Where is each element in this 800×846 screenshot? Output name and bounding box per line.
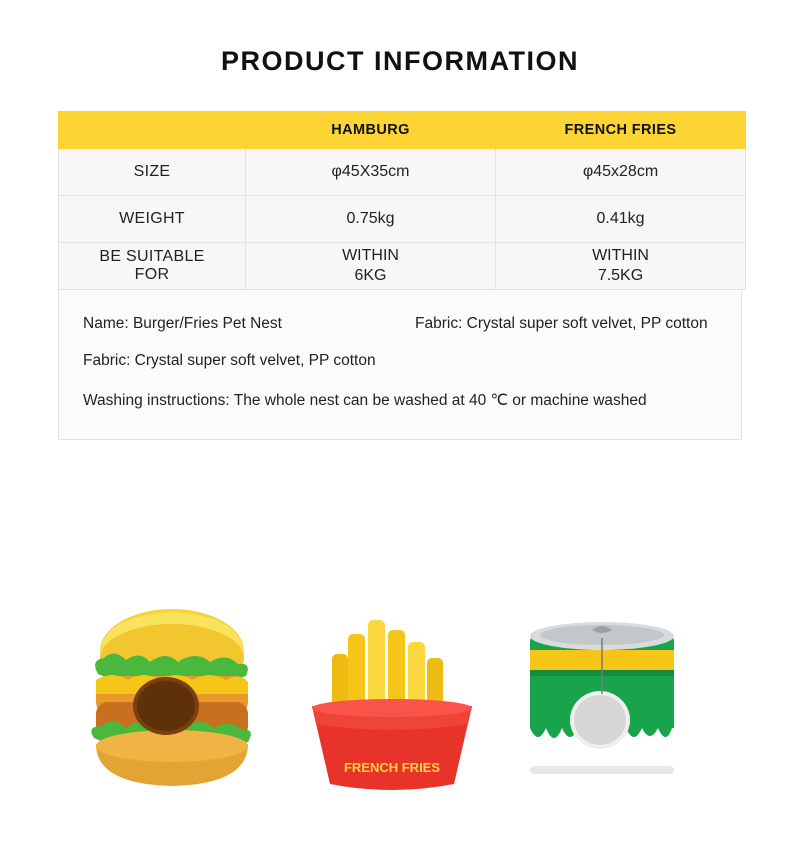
cell-size-fries: φ45x28cm <box>496 149 746 196</box>
cell-size-hamburg: φ45X35cm <box>246 149 496 196</box>
cell-suitable-fries <box>496 243 746 290</box>
table-row <box>59 243 746 290</box>
row-label-size: SIZE <box>59 149 246 196</box>
product-image-soda-can <box>492 608 712 808</box>
cell-suitable-hamburg <box>246 243 496 290</box>
details-column-right <box>415 312 717 387</box>
header-cell-blank <box>59 112 246 149</box>
table-row <box>59 149 746 196</box>
product-image-gallery <box>0 586 800 816</box>
details-box <box>58 290 742 440</box>
cell-line2: 7.5KG <box>597 267 644 284</box>
product-information-page <box>0 46 800 846</box>
product-image-french-fries <box>282 614 502 814</box>
product-image-hamburger <box>62 596 282 796</box>
page-title: PRODUCT INFORMATION <box>221 46 579 76</box>
spec-table-body <box>59 149 746 290</box>
detail-fabric-left: Fabric: Crystal super soft velvet, PP cotton <box>83 352 376 370</box>
row-label-line1: BE SUITABLE <box>99 248 205 265</box>
cell-weight-hamburg: 0.75kg <box>246 196 496 243</box>
soda-can-illustration <box>492 608 712 808</box>
hamburger-illustration <box>62 596 282 796</box>
cell-line1: WITHIN <box>592 247 649 264</box>
fries-box-label: FRENCH FRIES <box>343 760 441 775</box>
spec-table-head <box>59 112 746 149</box>
table-row <box>59 196 746 243</box>
row-label-weight: WEIGHT <box>59 196 246 243</box>
row-label-line2: FOR <box>134 266 170 283</box>
cell-line2: 6KG <box>354 267 387 284</box>
header-cell-french-fries: FRENCH FRIES <box>496 112 746 149</box>
cell-line1: WITHIN <box>342 247 399 264</box>
spec-table-wrapper <box>58 111 742 290</box>
details-column-left <box>83 312 385 387</box>
spec-table <box>58 111 746 290</box>
cell-weight-fries: 0.41kg <box>496 196 746 243</box>
header-cell-hamburg: HAMBURG <box>246 112 496 149</box>
row-label-be-suitable-for <box>59 243 246 290</box>
french-fries-illustration <box>282 614 502 814</box>
table-header-row <box>59 112 746 149</box>
detail-washing-instructions: Washing instructions: The whole nest can be washed at 40 ℃ or machine washed <box>83 391 647 409</box>
details-columns <box>83 312 717 387</box>
detail-name: Name: Burger/Fries Pet Nest <box>83 315 282 332</box>
detail-fabric-right: Fabric: Crystal super soft velvet, PP cotton <box>415 315 708 332</box>
